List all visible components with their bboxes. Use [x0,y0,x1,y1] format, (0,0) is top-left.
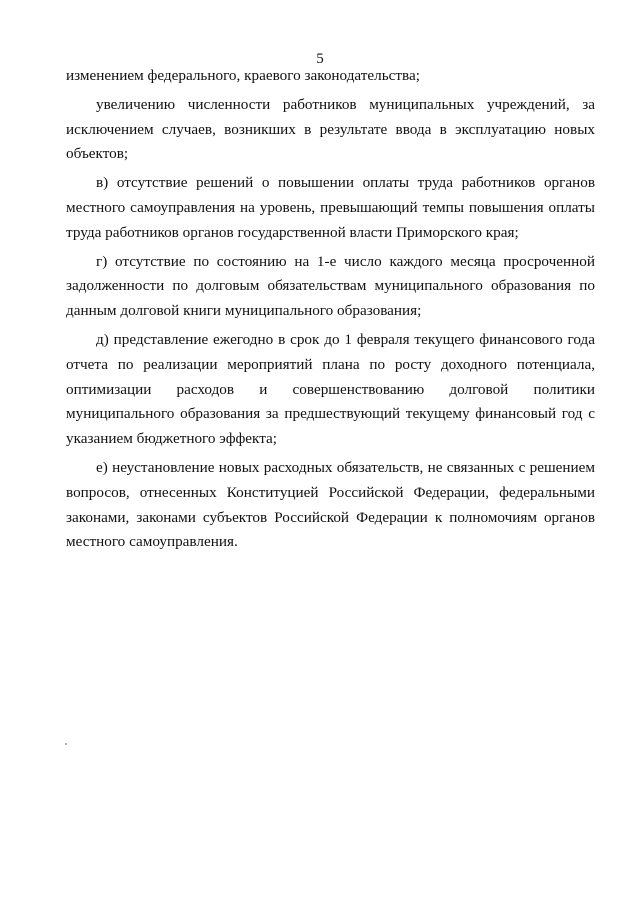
paragraph-item-g: г) отсутствие по состоянию на 1-е число каждого месяца просроченной задолженности по долговым обязательствам муниципального образования по данным долговой книги муниципального образования; [66,252,595,320]
paragraph-staff-increase: увеличению численности работников муниципальных учреждений, за исключением случаев, возникших в результате ввода в эксплуатацию новых объектов; [66,95,595,163]
paragraph-item-v: в) отсутствие решений о повышении оплаты труда работников органов местного самоуправления на уровень, превышающий темпы повышения оплаты труда работников органов государственной власти Приморского края; [66,174,595,241]
paragraph-item-e: е) неустановление новых расходных обязательств, не связанных с решением вопросов, отнесенных Конституцией Российской Федерации, федеральными законами, законами субъектов Российской Федерации к полномочиям органов местного самоуправления. [66,458,595,551]
document-body [66,64,595,559]
scan-dot [65,743,67,745]
page-number: 5 [316,51,324,67]
paragraph-continuation: изменением федерального, краевого законодательства; [66,67,420,84]
paragraph-item-d: д) представление ежегодно в срок до 1 февраля текущего финансового года отчета по реализации мероприятий плана по росту доходного потенциала, оптимизации расходов и совершенствованию долговой политики муниципального образования за предшествующий текущему финансовый год с указанием бюджетного эффекта; [66,330,595,448]
